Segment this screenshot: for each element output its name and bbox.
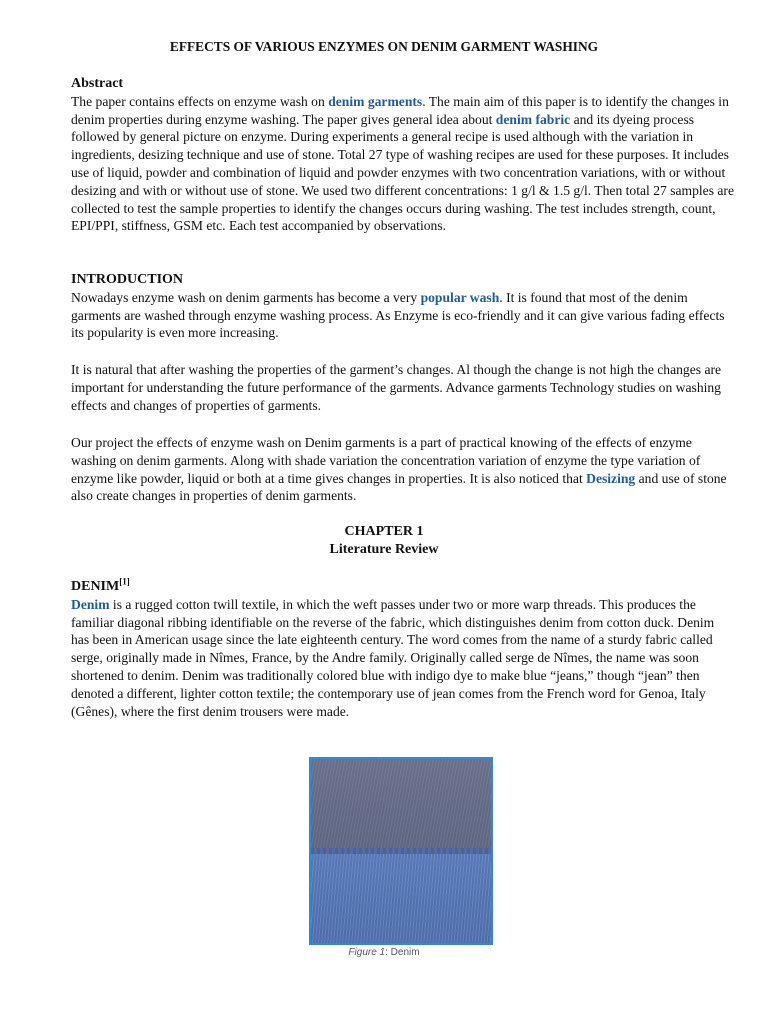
intro-p1-text-1: Nowadays enzyme wash on denim garments has become a very xyxy=(71,289,421,305)
denim-figure-image xyxy=(309,757,493,945)
link-denim-fabric[interactable]: denim fabric xyxy=(495,111,571,127)
link-desizing[interactable]: Desizing xyxy=(586,470,636,486)
intro-p3-text-1: Our project the effects of enzyme wash on Denim garments is a part of practical knowing of the effects of enzyme washing on denim garments. Along with shade variation the concentration variation of enzyme the type variation of enzyme like powder, liquid or both at a time gives changes in properties. It is also noticed that xyxy=(71,435,701,486)
figure-caption-label: Figure 1 xyxy=(348,947,386,958)
abstract-text-3: and its dyeing process followed by general picture on enzyme. During experiments a general recipe is used although with the variation in ingredients, desizing technique and use of stone. Total 27 type of washing recipes are used for these purposes. It includes use of liquid, powder and combination of liquid and powder enzymes with two concentration variations, with or without desizing and with or without use of stone. We used two different concentrations: 1 g/l & 1.5 g/l. Then total 27 samples are collected to test the sample properties to identify the changes occurs during washing. The test includes strength, count, EPI/PPI, stiffness, GSM etc. Each test accompanied by observations. xyxy=(71,111,734,234)
denim-heading xyxy=(71,578,735,596)
introduction-paragraph-2-block xyxy=(71,361,735,414)
introduction-section xyxy=(71,271,735,342)
denim-reference[interactable]: [1] xyxy=(119,576,130,587)
introduction-paragraph-1 xyxy=(71,289,735,342)
figure-caption xyxy=(0,947,768,958)
denim-paragraph xyxy=(71,596,735,721)
abstract-text-2: . The main aim of this paper is to identify the changes in denim properties during enzyme washing. The paper gives general idea about xyxy=(71,93,729,127)
document-title: EFFECTS OF VARIOUS ENZYMES ON DENIM GARMENT WASHING xyxy=(169,39,599,54)
chapter-label: CHAPTER 1 xyxy=(344,524,424,539)
introduction-paragraph-3 xyxy=(71,434,735,505)
abstract-paragraph xyxy=(71,93,735,235)
denim-fabric-bottom xyxy=(311,851,491,945)
figure-caption-text: : Denim xyxy=(385,947,420,958)
abstract-section xyxy=(71,75,735,235)
link-popular-wash[interactable]: popular wash xyxy=(420,289,500,305)
introduction-paragraph-3-block xyxy=(71,434,735,505)
intro-p3-text-2: and use of stone also create changes in properties of denim garments. xyxy=(71,470,727,504)
introduction-paragraph-2: It is natural that after washing the properties of the garment’s changes. Al though the change is not high the changes are important for understanding the future performance of the garments. Advance garments Technology studies on washing effects and changes of properties of garments. xyxy=(71,362,722,413)
denim-section xyxy=(71,578,735,720)
abstract-text-1: The paper contains effects on enzyme wash on xyxy=(71,93,329,109)
link-denim[interactable]: Denim xyxy=(71,596,110,612)
chapter-subtitle: Literature Review xyxy=(329,542,439,557)
denim-heading-text: DENIM xyxy=(71,579,120,594)
intro-p1-text-2: . It is found that most of the denim garments are washed through enzyme washing process. As Enzyme is eco-friendly and it can give various fading effects its popularity is even more increasing. xyxy=(71,289,725,341)
denim-fabric-seam xyxy=(311,848,491,854)
link-denim-garments[interactable]: denim garments xyxy=(328,93,423,109)
introduction-heading: INTRODUCTION xyxy=(71,272,184,287)
denim-fabric-top xyxy=(311,759,491,851)
denim-text: is a rugged cotton twill textile, in which the weft passes under two or more warp threads. This produces the familiar diagonal ribbing identifiable on the reverse of the fabric, which distinguishes denim from cotton duck. Denim has been in American usage since the late eighteenth century. The word comes from the name of a sturdy fabric called serge, originally made in Nîmes, France, by the Andre family. Originally called serge de Nîmes, the name was soon shortened to denim. Denim was traditionally colored blue with indigo dye to make blue “jeans,” though “jean” then denoted a different, lighter cotton textile; the contemporary use of jean comes from the French word for Genoa, Italy (Gênes), where the first denim trousers were made. xyxy=(71,596,715,719)
abstract-heading: Abstract xyxy=(71,76,124,91)
